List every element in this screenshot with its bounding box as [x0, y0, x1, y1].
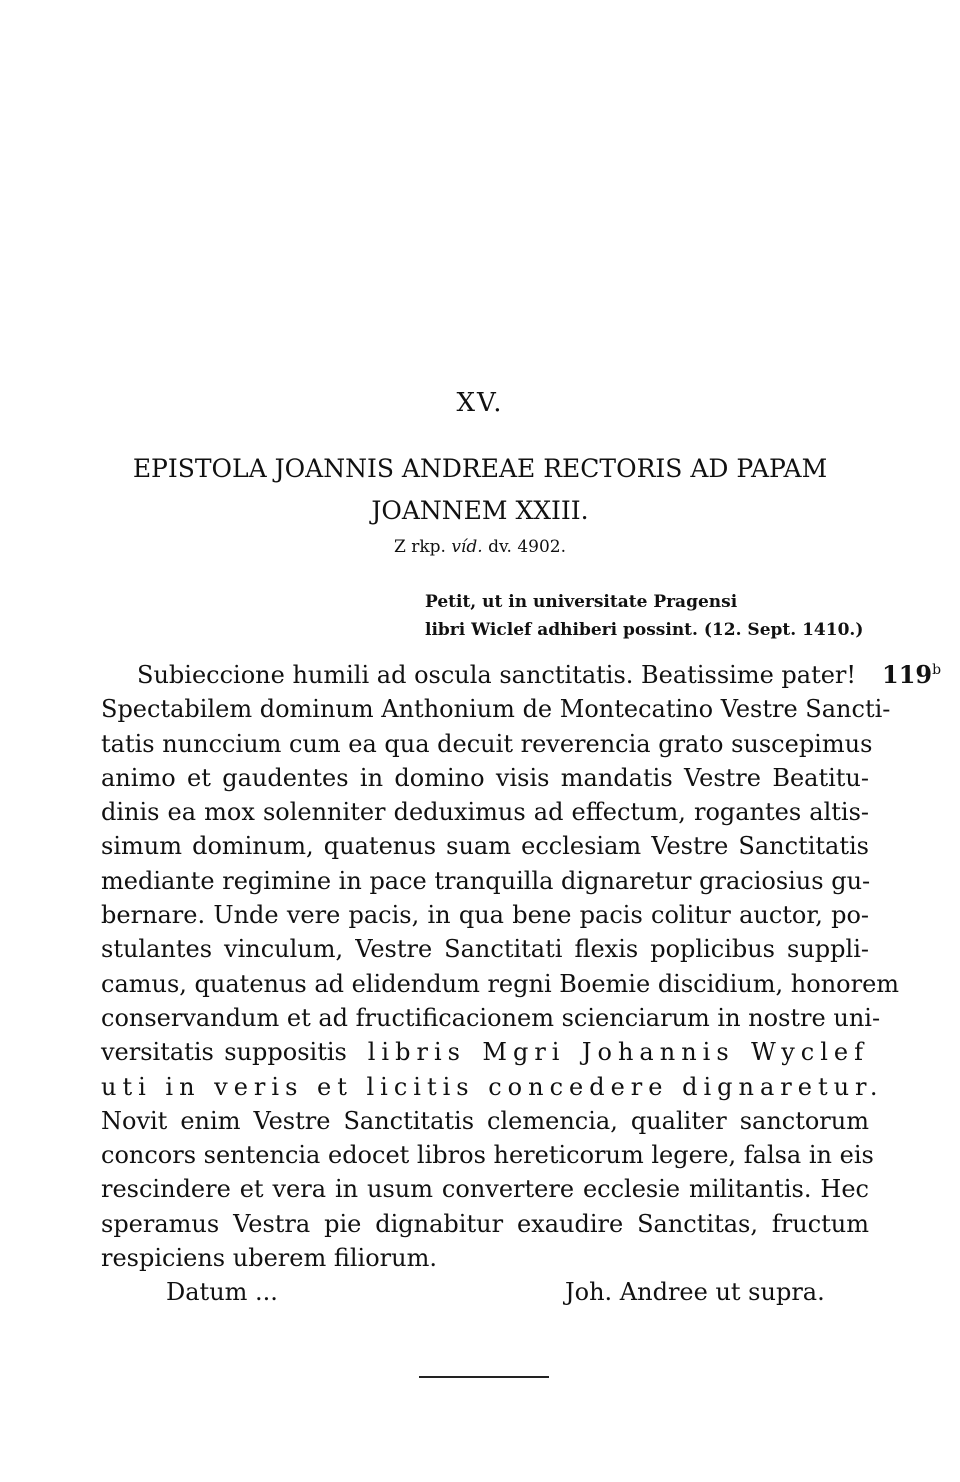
source-prefix: Z rkp.	[393, 537, 446, 557]
body-line: conservandum et ad fructificacionem scienciarum in nostre uni-	[101, 1003, 881, 1032]
manuscript-source	[0, 537, 960, 557]
body-line-prefix: versitatis suppositis	[101, 1038, 347, 1067]
spaced-emphasis: libris Mgri Johannis Wyclef	[367, 1038, 869, 1067]
body-line: mediante regimine in pace tranquilla dignaretur graciosius gu-	[101, 866, 871, 895]
body-line: stulantes vinculum, Vestre Sanctitati flexis poplicibus suppli-	[101, 935, 869, 964]
body-line-last: respiciens uberem filiorum.	[101, 1244, 437, 1273]
body-line: Spectabilem dominum Anthonium de Montecatino Vestre Sancti-	[101, 695, 891, 724]
folio-number: 119	[882, 660, 933, 689]
body-line: bernare. Unde vere pacis, in qua bene pacis colitur auctor, po-	[101, 901, 869, 930]
body-line: speramus Vestra pie dignabitur exaudire Sanctitas, fructum	[101, 1209, 869, 1238]
source-italic: víd.	[451, 537, 483, 557]
letter-title	[60, 448, 900, 532]
body-line: animo et gaudentes in domino visis mandatis Vestre Beatitu-	[101, 763, 869, 792]
summary-line-1: Petit, ut in universitate Pragensi	[425, 592, 738, 612]
body-line-spaced-1	[101, 1035, 869, 1069]
body-line: camus, quatenus ad elidendum regni Boemie discidium, honorem	[101, 969, 900, 998]
closing-rule	[419, 1376, 549, 1378]
body-line: rescindere et vera in usum convertere ecclesie militantis. Hec	[101, 1175, 869, 1204]
body-line: simum dominum, quatenus suam ecclesiam Vestre Sanctitatis	[101, 832, 869, 861]
summary-line-2: libri Wiclef adhiberi possint. (12. Sept. 1410.)	[425, 620, 864, 640]
folio-side: b	[932, 662, 942, 678]
body-line: dinis ea mox solenniter deduximus ad effectum, rogantes altis-	[101, 798, 869, 827]
body-line: tatis nunccium cum ea qua decuit reverencia grato suscepimus	[101, 729, 873, 758]
source-suffix: dv. 4902.	[488, 537, 567, 557]
chapter-numeral: XV.	[456, 388, 504, 418]
letter-summary	[425, 588, 905, 644]
body-line: Subieccione humili ad oscula sanctitatis. Beatissime pater!	[137, 661, 857, 689]
folio-marker	[882, 660, 941, 689]
body-line: Novit enim Vestre Sanctitatis clemencia, qualiter sanctorum	[101, 1106, 869, 1135]
title-line-2: JOANNEM XXIII.	[371, 496, 589, 525]
body-line-spaced-2: uti in veris et licitis concedere dignaretur.	[101, 1072, 884, 1101]
body-line: concors sentencia edocet libros hereticorum legere, falsa in eis	[101, 1141, 874, 1170]
signature-line: Joh. Andree ut supra.	[565, 1278, 825, 1306]
title-line-1: EPISTOLA JOANNIS ANDREAE RECTORIS AD PAPAM	[132, 454, 828, 483]
datum-line: Datum ...	[166, 1278, 278, 1306]
letter-body	[101, 658, 900, 1275]
